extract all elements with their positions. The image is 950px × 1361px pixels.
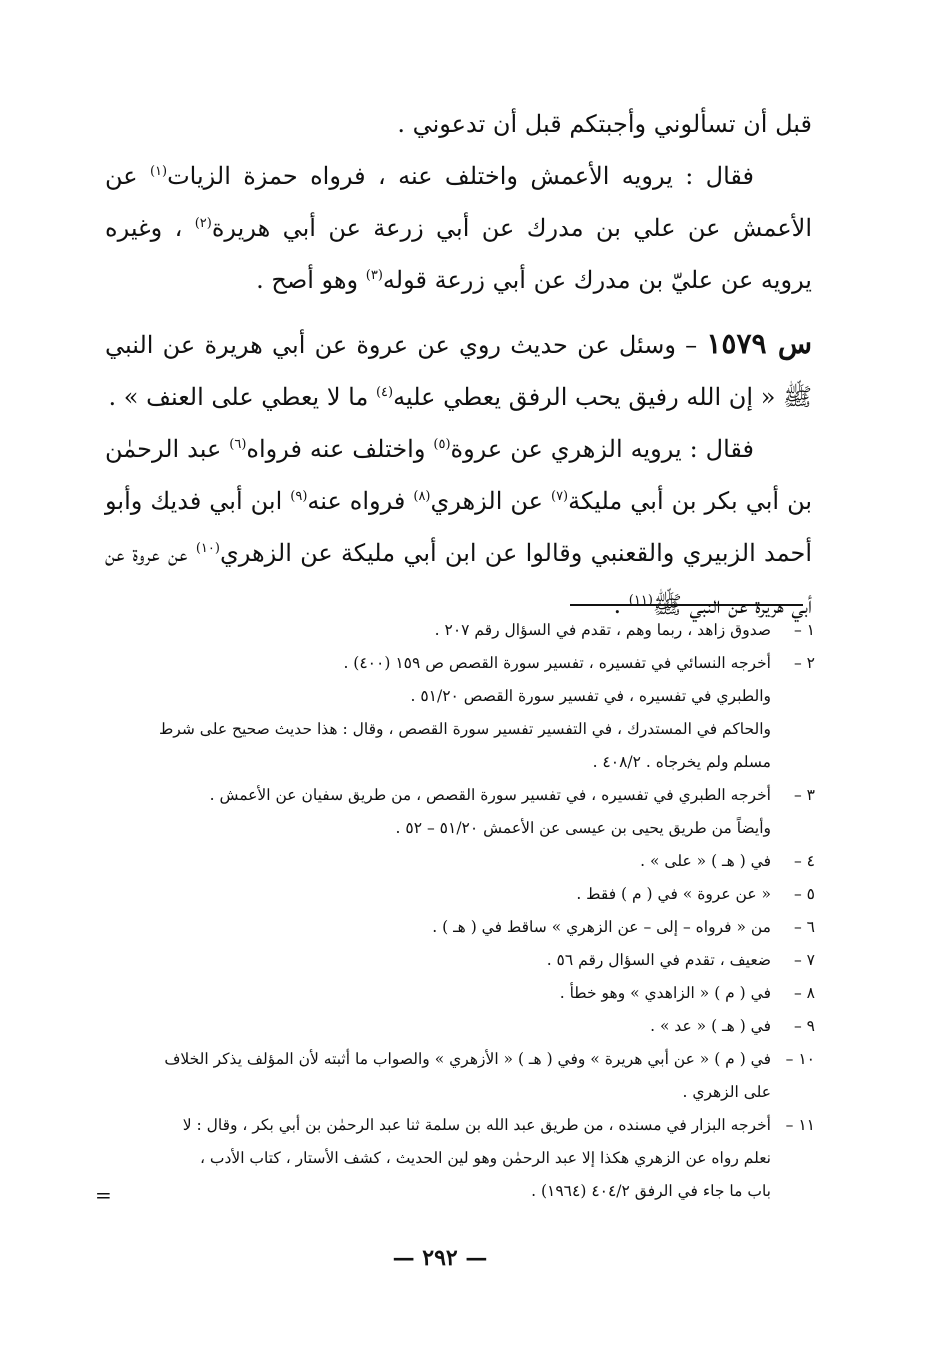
footnote [105,614,815,647]
footnote-number: ٤ – [793,852,815,870]
footnote-text: باب ما جاء في الرفق ٤٠٤/٢ (١٩٦٤) . [531,1182,771,1200]
footnote-number: ٨ – [793,984,815,1002]
footnote-text: « عن عروة » في ( م ) فقط . [576,885,771,903]
footnote-text: أخرجه الطبري في تفسيره ، في تفسير سورة القصص ، من طريق سفيان عن الأعمش . [209,786,771,804]
footnote-number: ٧ – [793,951,815,969]
footnote [105,977,815,1010]
footnote-ref[interactable]: (١١) [628,593,653,608]
footnote-number: ١٠ – [785,1050,815,1068]
footnote-text: صدوق زاهد ، ربما وهم ، تقدم في السؤال رقم ٢٠٧ . [434,621,771,639]
text-line: قبل أن تسألوني وأجبتكم قبل أن تدعوني . [397,110,812,138]
footnote-ref[interactable]: (١) [149,164,168,179]
footnote-text: أخرجه النسائي في تفسيره ، تفسير سورة القصص ص ١٥٩ (٤٠٠) . [343,654,771,672]
footnote-number: ٩ – [793,1017,815,1035]
footnote [105,845,815,878]
footnote-text: على الزهري . [682,1083,771,1101]
footnote-ref[interactable]: (٨) [413,489,431,504]
footnote-text: في ( هـ ) « على » . [640,852,771,870]
footnote-text: نعلم رواه عن الزهري هكذا إلا عبد الرحمٰن وهو لين الحديث ، كشف الأستار ، كتاب الأدب ، [199,1149,771,1167]
footnote-ref[interactable]: (٦) [229,437,247,452]
footnote-ref[interactable]: (٣) [365,268,383,283]
footnote-number: ٣ – [793,786,815,804]
footnote-text: والحاكم في المستدرك ، في التفسير تفسير سورة القصص ، وقال : هذا حديث صحيح على شرط [158,720,771,738]
continuation-mark: = [95,1183,112,1207]
footnote [105,1109,815,1208]
footnote-text: ضعيف ، تقدم في السؤال رقم ٥٦ . [546,951,771,969]
main-text [105,98,812,631]
footnote [105,1043,815,1109]
footnote-ref[interactable]: (٩) [290,489,308,504]
footnote [105,878,815,911]
footnote-separator [570,604,803,606]
answer-paragraph-1: فقال : يرويه الأعمش واختلف عنه ، فرواه حمزة الزيات$^{(١)}$ عن الأعمش عن علي بن مدرك عن أبي زرعة عن أبي هريرة$^{(٢)}$ ، وغيره يرويه عن عليّ بن مدرك عن أبي زرعة قوله$^{(٣)}$ وهو أصح . [105,162,813,294]
footnote-ref[interactable]: (٧) [550,489,569,504]
footnote-number: ٦ – [793,918,815,936]
footnote-number: ١١ – [785,1116,815,1134]
footnote-text: وأيضاً من طريق يحيى بن عيسى عن الأعمش ٥١/٢٠ – ٥٢ . [395,819,771,837]
footnote-number: ٢ – [793,654,815,672]
footnote-text: مسلم ولم يخرجاه . ٤٠٨/٢ . [592,753,771,771]
footnote-text: في ( م ) « الزاهدي » وهو خطأ . [559,984,771,1002]
footnote-text: من « فرواه – إلى – عن الزهري » ساقط في ( هـ ) . [432,918,771,936]
page-number: — ٢٩٢ — [392,1245,488,1271]
question-number: س ١٥٧٩ [706,327,813,360]
footnote [105,1010,815,1043]
footnote-ref[interactable]: (٥) [433,437,451,452]
footnote-number: ١ – [793,621,815,639]
footnote-ref[interactable]: (٤) [375,385,394,400]
footnote-text: في ( هـ ) « عد » . [650,1017,771,1035]
footnote-text: والطبري في تفسيره ، في تفسير سورة القصص ٥١/٢٠ . [410,687,771,705]
footnote-ref[interactable]: (٢) [194,216,212,231]
footnote [105,944,815,977]
question-paragraph: س ١٥٧٩ – وسئل عن حديث روي عن عروة عن أبي هريرة عن النبي ﷺ « إن الله رفيق يحب الرفق يعطي عليه$^{(٤)}$ ما لا يعطي على العنف » . [105,327,813,411]
footnote [105,779,815,845]
footnote [105,647,815,779]
footnote-text: في ( م ) « عن أبي هريرة » وفي ( هـ ) « الأزهري » والصواب ما أثبته لأن المؤلف يذكر الخلاف [164,1050,771,1068]
footnotes [105,614,815,1208]
footnote-text: أخرجه البزار في مسنده ، من طريق عبد الله بن سلمة ثنا عبد الرحمٰن بن أبي بكر ، وقال : لا [182,1116,771,1134]
answer-paragraph-2: فقال : يرويه الزهري عن عروة$^{(٥)}$ واختلف عنه فرواه$^{(٦)}$ عبد الرحمٰن بن أبي بكر بن أبي مليكة$^{(٧)}$ عن الزهري$^{(٨)}$ فرواه عنه$^{(٩)}$ ابن أبي فديك وأبو أحمد الزبيري والقعنبي وقالوا عن ابن أبي مليكة عن الزهري$^{(١٠)}$ عن عروة عن أبي هريرة عن النبي ﷺ$^{(١١)}$ . [105,435,813,619]
footnote-number: ٥ – [793,885,815,903]
footnote [105,911,815,944]
footnote-ref[interactable]: (١٠) [195,541,220,556]
